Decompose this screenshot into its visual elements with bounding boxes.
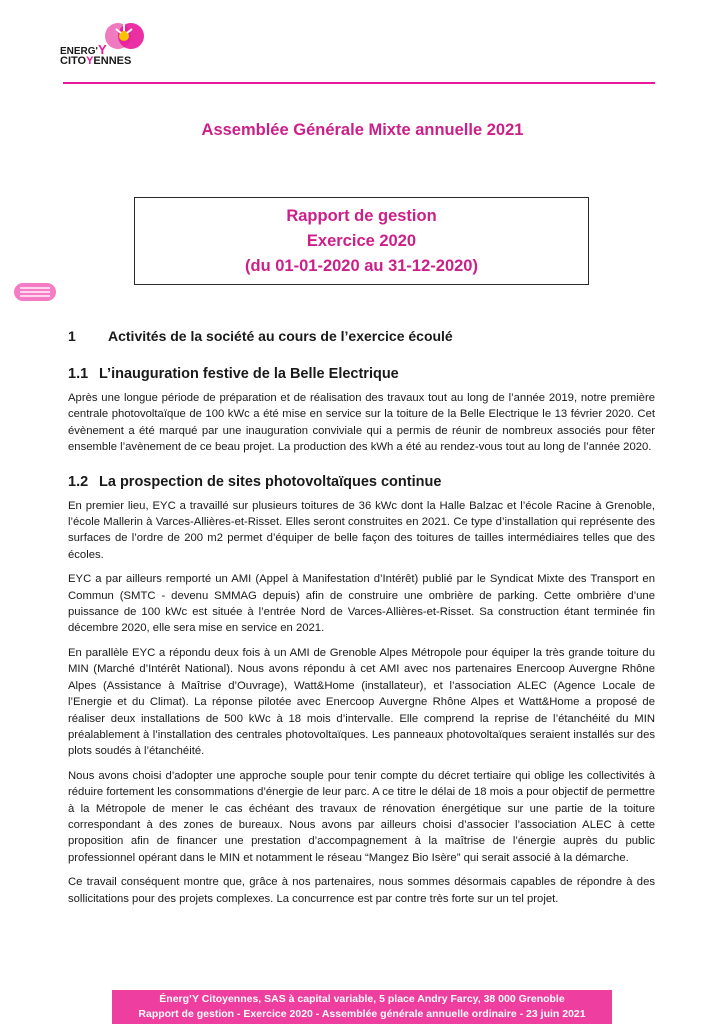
page-footer (112, 990, 612, 1024)
section-heading-1-1 (68, 366, 655, 382)
section-title: La prospection de sites photovoltaïques continue (99, 473, 442, 490)
paragraph: EYC a par ailleurs remporté un AMI (Appel à Manifestation d’Intérêt) publié par le Syndicat Mixte des Transport en Commun (SMTC - devenu SMMAG depuis) afin de construire une ombrière de parking. Cette ombrière d’une puissance de 100 kWc est située à l’entrée Nord de Varces-Allières-et-Risset. Sa construction étant terminée fin décembre 2020, elle sera mise en service en 2021. (68, 573, 655, 635)
document-body (68, 328, 655, 915)
footer-company-line: Énerg’Y Citoyennes, SAS à capital variable, 5 place Andry Farcy, 38 000 Grenoble (159, 993, 565, 1005)
footer-report-line: Rapport de gestion - Exercice 2020 - Assemblée générale annuelle ordinaire - 23 juin 2021 (138, 1008, 586, 1020)
section-heading-1 (68, 328, 655, 344)
paragraph: Nous avons choisi d’adopter une approche souple pour tenir compte du décret tertiaire qui oblige les collectivités à réduire fortement les consommations d’énergie de leur parc. A ce titre le délai de 18 mois a pour objectif de permettre à la Métropole de mener le cas échéant des travaux de rénovation énergétique sur une partie de la toiture correspondant à des zones de bureaux. Nous avons par ailleurs choisi d’associer l’association ALEC à cette proposition afin de financer une prestation d’accompagnement à la maîtrise de l’énergie auprès du public professionnel opérant dans le MIN et notamment le réseau “Mangez Bio Isère” qui serait associé à la démarche. (68, 769, 655, 864)
stamp-mark (14, 283, 56, 301)
section-number: 1.2 (68, 473, 89, 490)
report-exercise: Exercice 2020 (306, 231, 417, 250)
paragraph: Après une longue période de préparation et de réalisation des travaux tout au long de l’année 2019, notre première centrale photovoltaïque de 100 kWc a été mise en service sur la toiture de la Belle Electrique le 13 février 2020. Cet évènement a été marqué par une inauguration conviviale qui a permis de réunir de nombreux associés pour fêter ensemble l’avènement de ce beau projet. La production des kWh a été au rendez-vous tout au long de l’année 2020. (68, 392, 655, 454)
paragraph: Ce travail conséquent montre que, grâce à nos partenaires, nous sommes désormais capables de répondre à des sollicitations pour des projets complexes. La concurrence est par contre très forte sur un tel projet. (68, 876, 655, 905)
section-title: L’inauguration festive de la Belle Electrique (99, 366, 399, 382)
section-title: Activités de la société au cours de l’exercice écoulé (108, 328, 453, 344)
company-logo (52, 20, 152, 76)
section-heading-1-2 (68, 474, 655, 490)
paragraph: En parallèle EYC a répondu deux fois à un AMI de Grenoble Alpes Métropole pour équiper la très grande toiture du MIN (Marché d’Intérêt National). Nous avons répondu à cet AMI avec nos partenaires Enercoop Auvergne Rhône Alpes (Assistance à Maîtrise d’Ouvrage), Watt&Home (installateur), et l’association ALEC (Agence Locale de l’Energie et du Climat). La réponse pilotée avec Enercoop Auvergne Rhône Alpes et Watt&Home a proposé de réaliser deux installations de 500 kWc à 18 mois d’intervalle. Elle comprend la reprise de l’étanchéité du MIN préalablement à l’installation des centrales photovoltaïques. Les panneaux photovoltaïques seraient installés sur des plots soudés à l’étanchéité. (68, 646, 655, 758)
section-number: 1.1 (68, 366, 89, 382)
report-period: (du 01-01-2020 au 31-12-2020) (245, 256, 478, 275)
logo-mark-icon (104, 20, 144, 52)
logo-text-top: ENERG'Y (60, 42, 107, 57)
logo-text-bottom: CITOYENNES (60, 55, 132, 67)
section-number: 1 (68, 328, 76, 344)
header-divider (63, 82, 655, 84)
report-title: Rapport de gestion (286, 206, 437, 225)
document-title: Assemblée Générale Mixte annuelle 2021 (201, 121, 524, 139)
report-title-box (134, 197, 589, 285)
paragraph: En premier lieu, EYC a travaillé sur plusieurs toitures de 36 kWc dont la Halle Balzac et l’école Racine à Grenoble, l’école Mallerin à Varces-Allières-et-Risset. Elles seront construites en 2021. Ce type d’installation qui représente des surfaces de l’ordre de 200 m2 permet d’équiper de belle façon des toitures de tailles intermédiaires telles que des écoles. (68, 499, 655, 561)
